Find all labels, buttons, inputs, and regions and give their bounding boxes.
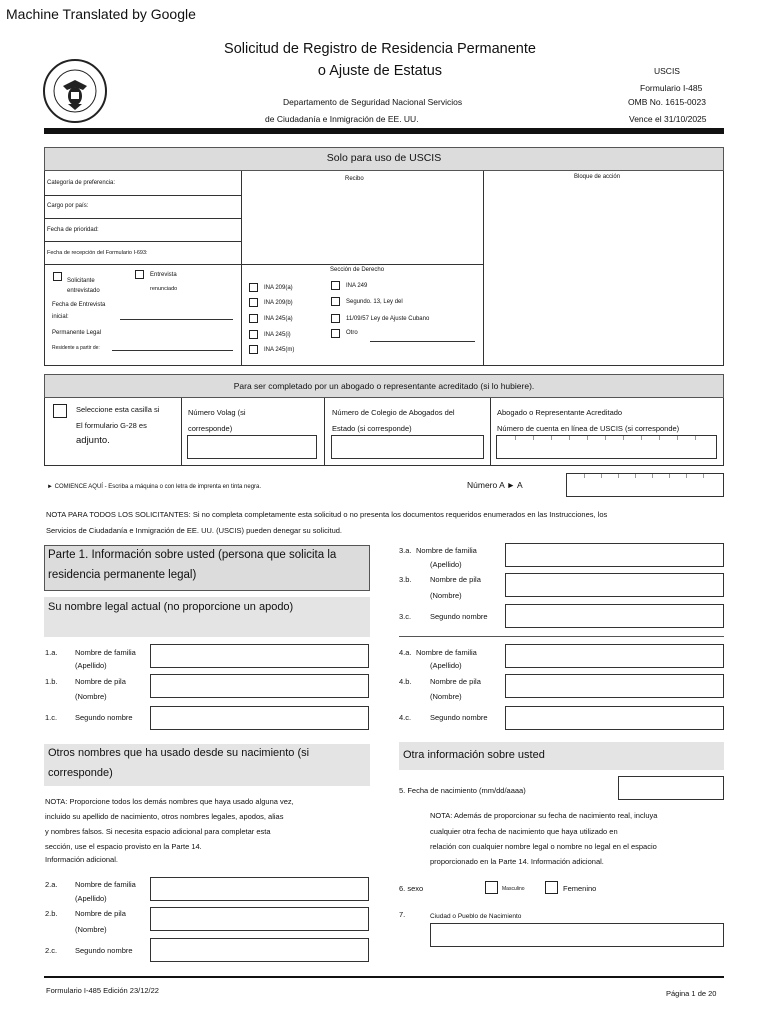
expiration-date: Vence el 31/10/2025 — [629, 114, 707, 124]
ina-209a-checkbox[interactable] — [249, 283, 258, 292]
right-divider — [399, 636, 724, 637]
g28-label-line2: El formulario G-28 es — [76, 421, 147, 430]
q1b-label: Nombre de pila — [75, 677, 126, 686]
applicant-interviewed-checkbox[interactable] — [53, 272, 62, 281]
alt2-middle-name-input[interactable] — [505, 706, 724, 730]
rep-label-line2: Número de cuenta en línea de USCIS (si corresponde) — [497, 424, 680, 433]
ina-249-label: INA 249 — [346, 283, 368, 289]
sec-13-checkbox[interactable] — [331, 297, 340, 306]
q2a-sublabel: (Apellido) — [75, 894, 107, 903]
q3c-label: Segundo nombre — [430, 612, 488, 621]
divider — [241, 171, 242, 366]
ina-249-checkbox[interactable] — [331, 281, 340, 290]
i693-date-label: Fecha de recepción del Formulario I-693: — [47, 250, 148, 256]
q2c-label: Segundo nombre — [75, 946, 133, 955]
translation-banner: Machine Translated by Google — [6, 6, 196, 22]
sex-male-checkbox[interactable] — [485, 881, 498, 894]
resident-since-label: Residente a partir de: — [52, 345, 100, 351]
q4a-sublabel: (Apellido) — [430, 661, 462, 670]
q2b-number: 2.b. — [45, 909, 58, 918]
q1a-number: 1.a. — [45, 648, 58, 657]
g28-label-line3: adjunto. — [76, 435, 110, 446]
other-info-heading: Otra información sobre usted — [403, 749, 545, 761]
country-chargeable-label: Cargo por país: — [47, 203, 89, 209]
other-family-name-input[interactable] — [150, 877, 369, 901]
ina-209b-checkbox[interactable] — [249, 298, 258, 307]
sex-female-label: Femenino — [563, 884, 597, 893]
q3b-number: 3.b. — [399, 575, 412, 584]
part1-title-line1: Parte 1. Información sobre usted (persona que solicita la — [48, 549, 337, 561]
q1a-label: Nombre de familia — [75, 648, 136, 657]
ina-245i-checkbox[interactable] — [249, 330, 258, 339]
ina-245m-checkbox[interactable] — [249, 345, 258, 354]
other-law-line[interactable] — [370, 341, 475, 342]
applicant-interviewed-label: Solicitante entrevistado — [67, 278, 100, 294]
other-names-heading-line2: corresponde) — [48, 767, 113, 779]
start-here-instruction: ► COMIENCE AQUÍ - Escriba a máquina o con letra de imprenta en tinta negra. — [47, 484, 262, 490]
footer-page-number: Página 1 de 20 — [666, 989, 717, 998]
initial-interview-date-line[interactable] — [120, 319, 233, 320]
q4b-number: 4.b. — [399, 677, 412, 686]
sex-female-checkbox[interactable] — [545, 881, 558, 894]
resident-since-line[interactable] — [112, 350, 233, 351]
g28-label-line1: Seleccione esta casilla si — [76, 405, 160, 414]
ina-245i-label: INA 245(i) — [264, 332, 291, 338]
q4a-label: Nombre de familia — [416, 648, 477, 657]
other-names-heading-line1: Otros nombres que ha usado desde su nacimiento (si — [48, 747, 310, 759]
ina-245a-checkbox[interactable] — [249, 314, 258, 323]
note-all-line2: Servicios de Ciudadanía e Inmigración de EE. UU. (USCIS) pueden denegar su solicitud. — [46, 526, 342, 535]
other-note-line1: NOTA: Proporcione todos los demás nombres que haya usado alguna vez, — [45, 797, 294, 806]
other-middle-name-input[interactable] — [150, 938, 369, 962]
other-note-line4: sección, use el espacio provisto en la Parte 14. — [45, 842, 202, 851]
q1b-sublabel: (Nombre) — [75, 692, 107, 701]
bar-number-label-line1: Número de Colegio de Abogados del — [332, 408, 455, 417]
q3b-sublabel: (Nombre) — [430, 591, 462, 600]
dob-label: 5. Fecha de nacimiento (mm/dd/aaaa) — [399, 786, 526, 795]
date-of-birth-input[interactable] — [618, 776, 724, 800]
bar-number-label-line2: Estado (si corresponde) — [332, 424, 412, 433]
action-block-label: Bloque de acción — [574, 174, 621, 180]
receipt-label: Recibo — [345, 176, 364, 182]
divider — [44, 264, 483, 265]
q4b-label: Nombre de pila — [430, 677, 481, 686]
volag-label-line2: corresponde) — [188, 424, 233, 433]
sec-13-label: Segundo. 13, Ley del — [346, 299, 403, 305]
q3a-sublabel: (Apellido) — [430, 560, 462, 569]
q1c-number: 1.c. — [45, 713, 58, 722]
lawful-permanent-label: Permanente Legal — [52, 330, 102, 336]
other-given-name-input[interactable] — [150, 907, 369, 931]
department-line1: Departamento de Seguridad Nacional Servicios — [283, 97, 463, 107]
other-note-line5: Información adicional. — [45, 855, 118, 864]
cuban-adjustment-label: 11/09/57 Ley de Ajuste Cubano — [346, 316, 430, 322]
interview-waived-sublabel: renunciado — [150, 286, 178, 292]
uscis-box-heading: Solo para uso de USCIS — [326, 152, 442, 164]
dhs-seal-icon — [42, 58, 108, 124]
interview-waived-checkbox[interactable] — [135, 270, 144, 279]
dob-note-line3: relación con cualquier nombre legal o nombre no legal en el espacio — [430, 842, 657, 851]
form-title-line2: o Ajuste de Estatus — [317, 63, 443, 79]
q1b-number: 1.b. — [45, 677, 58, 686]
part1-title-line2: residencia permanente legal) — [48, 569, 197, 581]
uscis-use-box — [44, 147, 724, 366]
q3c-number: 3.c. — [399, 612, 412, 621]
other-note-line2: incluido su apellido de nacimiento, otros nombres legales, apodos, alias — [45, 812, 284, 821]
divider — [483, 171, 484, 366]
divider — [324, 398, 325, 466]
q2b-sublabel: (Nombre) — [75, 925, 107, 934]
middle-name-input[interactable] — [150, 706, 369, 730]
dob-note-line2: cualquier otra fecha de nacimiento que haya utilizado en — [430, 827, 618, 836]
note-all-line1: NOTA PARA TODOS LOS SOLICITANTES: Si no completa completamente esta solicitud o no presenta los documentos requeridos enumerados en las Instrucciones, los — [46, 510, 608, 519]
q3b-label: Nombre de pila — [430, 575, 481, 584]
q1c-label: Segundo nombre — [75, 713, 133, 722]
q2b-label: Nombre de pila — [75, 909, 126, 918]
birthplace-label: Ciudad o Pueblo de Nacimiento — [430, 913, 522, 920]
initial-interview-date-label: Fecha de Entrevista inicial: — [52, 302, 106, 320]
preference-category-label: Categoría de preferencia: — [47, 180, 116, 186]
divider — [44, 241, 241, 242]
a-number-label: Número A ► A — [467, 480, 523, 490]
attorney-box-heading: Para ser completado por un abogado o representante acreditado (si lo hubiere). — [233, 381, 535, 391]
footer-rule — [44, 976, 724, 978]
other-note-line3: y nombres falsos. Si necesita espacio adicional para completar esta — [45, 827, 271, 836]
q2c-number: 2.c. — [45, 946, 58, 955]
q3a-number: 3.a. — [399, 546, 412, 555]
q2a-label: Nombre de familia — [75, 880, 136, 889]
alt2-given-name-input[interactable] — [505, 674, 724, 698]
divider — [490, 398, 491, 466]
department-line2: de Ciudadanía e Inmigración de EE. UU. — [265, 114, 419, 124]
rep-label-line1: Abogado o Representante Acreditado — [497, 408, 623, 417]
uscis-online-account-input[interactable] — [496, 435, 717, 459]
sex-label: 6. sexo — [399, 884, 424, 893]
q4c-number: 4.c. — [399, 713, 412, 722]
interview-waived-label: Entrevista — [150, 272, 177, 278]
dob-note-line1: NOTA: Además de proporcionar su fecha de nacimiento real, incluya — [430, 811, 658, 820]
given-name-input[interactable] — [150, 674, 369, 698]
ina-209a-label: INA 209(a) — [264, 285, 293, 291]
family-name-input[interactable] — [150, 644, 369, 668]
alt-given-name-input[interactable] — [505, 573, 724, 597]
ina-245a-label: INA 245(a) — [264, 316, 293, 322]
q4c-label: Segundo nombre — [430, 713, 488, 722]
agency-label: USCIS — [654, 66, 680, 76]
form-title-line1: Solicitud de Registro de Residencia Permanente — [224, 41, 536, 57]
alt-middle-name-input[interactable] — [505, 604, 724, 628]
volag-number-input[interactable] — [187, 435, 317, 459]
alt2-family-name-input[interactable] — [505, 644, 724, 668]
divider — [181, 398, 182, 466]
city-of-birth-input[interactable] — [430, 923, 724, 947]
dob-note-line4: proporcionado en la Parte 14. Información adicional. — [430, 857, 604, 866]
ina-209b-label: INA 209(b) — [264, 300, 293, 306]
q2a-number: 2.a. — [45, 880, 58, 889]
g28-attached-checkbox[interactable] — [53, 404, 67, 418]
section-of-law-title: Sección de Derecho — [330, 267, 385, 273]
q4a-number: 4.a. — [399, 648, 412, 657]
other-law-checkbox[interactable] — [331, 329, 340, 338]
divider — [44, 195, 241, 196]
form-number: Formulario I-485 — [640, 83, 703, 93]
volag-label-line1: Número Volag (si — [188, 408, 246, 417]
q7-number: 7. — [399, 910, 406, 919]
ina-245m-label: INA 245(m) — [264, 347, 295, 353]
q1a-sublabel: (Apellido) — [75, 661, 107, 670]
q3a-label: Nombre de familia — [416, 546, 477, 555]
omb-number: OMB No. 1615-0023 — [628, 97, 706, 107]
sex-male-label: Masculino — [502, 886, 525, 892]
legal-name-heading: Su nombre legal actual (no proporcione un apodo) — [48, 601, 294, 613]
q4b-sublabel: (Nombre) — [430, 692, 462, 701]
alt-family-name-input[interactable] — [505, 543, 724, 567]
divider — [44, 218, 241, 219]
footer-edition: Formulario I-485 Edición 23/12/22 — [46, 986, 159, 995]
bar-number-input[interactable] — [331, 435, 484, 459]
header-rule — [44, 128, 724, 134]
other-law-label: Otro — [346, 330, 358, 336]
a-number-input[interactable] — [566, 473, 724, 497]
cuban-adjustment-checkbox[interactable] — [331, 314, 340, 323]
priority-date-label: Fecha de prioridad: — [47, 227, 99, 233]
